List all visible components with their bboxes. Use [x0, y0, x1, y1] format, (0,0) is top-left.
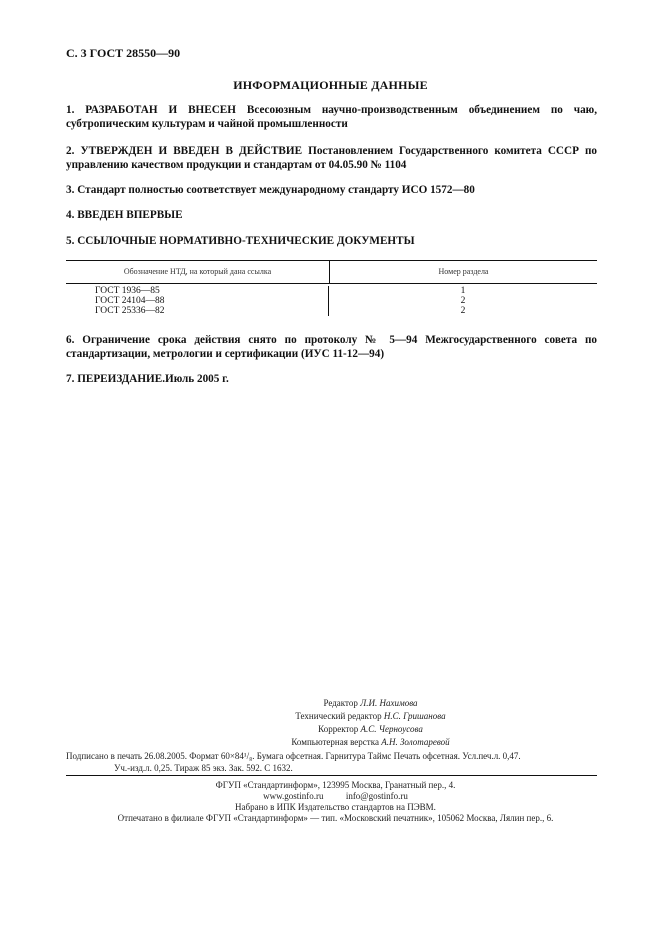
printed-note: Отпечатано в филиале ФГУП «Стандартинформ» — тип. «Московский печатник», 105062 Москва, Лялин пер., 6.	[117, 813, 554, 823]
item-number: 2.	[66, 145, 75, 157]
table-cell-section: 2	[460, 306, 466, 316]
item-number: 4.	[66, 209, 75, 221]
print-details-line-2: Уч.-изд.л. 0,25. Тираж 85 экз. Зак. 592. С 1632.	[114, 763, 293, 773]
page-header: С. 3 ГОСТ 28550—90	[66, 46, 181, 60]
credit-name: Л.И. Нахимова	[360, 698, 418, 708]
item-body: Ограничение срока действия снято по протоколу № 5—94 Межгосударственного совета по стандартизации, метрологии и сертификации (ИУС 11-12—94)	[66, 334, 598, 360]
item-number: 7.	[66, 373, 75, 385]
publisher-address: ФГУП «Стандартинформ», 123995 Москва, Гранатный пер., 4.	[215, 780, 456, 790]
publisher-footer	[0, 780, 661, 824]
credits-block	[0, 697, 661, 749]
info-item-3	[66, 183, 597, 197]
table-cell-section: 2	[460, 296, 466, 306]
references-table	[66, 260, 597, 316]
table-cell-doc: ГОСТ 25336—82	[66, 306, 329, 316]
info-item-5	[66, 234, 597, 248]
credit-role: Корректор	[318, 724, 359, 734]
table-row	[66, 284, 597, 296]
info-item-1	[66, 103, 597, 131]
item-number: 5.	[66, 235, 75, 247]
info-item-2	[66, 144, 597, 172]
credit-tech-editor	[0, 710, 661, 723]
table-header-section: Номер раздела	[438, 267, 489, 276]
publisher-contacts	[0, 791, 661, 802]
credit-name: А.С. Черноусова	[360, 724, 423, 734]
credit-role: Редактор	[323, 698, 358, 708]
credit-role: Компьютерная верстка	[291, 737, 379, 747]
table-cell-doc: ГОСТ 24104—88	[66, 296, 329, 306]
section-title: ИНФОРМАЦИОННЫЕ ДАННЫЕ	[233, 78, 428, 92]
credit-corrector	[0, 723, 661, 736]
footer-divider	[66, 775, 597, 776]
item-body: Стандарт полностью соответствует международному стандарту ИСО 1572—80	[77, 184, 475, 196]
item-number: 6.	[66, 334, 75, 346]
item-lead: РАЗРАБОТАН И ВНЕСЕН	[85, 104, 236, 116]
table-cell-doc: ГОСТ 1936—85	[66, 286, 329, 296]
credit-editor	[0, 697, 661, 710]
item-number: 1.	[66, 104, 75, 116]
item-lead: ВВЕДЕН ВПЕРВЫЕ	[77, 209, 183, 221]
item-body: Постановлением Государственного комитета СССР по управлению качеством продукции и стандартам от 04.05.90 № 1104	[66, 145, 598, 171]
table-row	[66, 296, 597, 306]
info-item-7	[66, 372, 597, 386]
print-details-line-1: Подписано в печать 26.08.2005. Формат 60×84¹/₈. Бумага офсетная. Гарнитура Таймс Печать офсетная. Усл.печ.л. 0,47.	[66, 751, 521, 761]
info-item-6	[66, 333, 597, 361]
item-lead: ПЕРЕИЗДАНИЕ.	[77, 373, 166, 385]
publisher-email[interactable]: info@gostinfo.ru	[345, 791, 408, 801]
credit-role: Технический редактор	[295, 711, 382, 721]
table-header	[66, 261, 597, 284]
publisher-website[interactable]: www.gostinfo.ru	[263, 791, 324, 801]
table-body	[66, 284, 597, 316]
credit-layout	[0, 736, 661, 749]
item-lead: УТВЕРЖДЕН И ВВЕДЕН В ДЕЙСТВИЕ	[80, 145, 303, 157]
item-lead: ССЫЛОЧНЫЕ НОРМАТИВНО-ТЕХНИЧЕСКИЕ ДОКУМЕНТЫ	[77, 235, 415, 247]
table-header-doc: Обозначение НТД, на который дана ссылка	[66, 261, 330, 283]
item-body: Всесоюзным научно-производственным объединением по чаю, субтропическим культурам и чайной промышленности	[66, 104, 598, 130]
item-number: 3.	[66, 184, 75, 196]
print-details	[66, 750, 597, 774]
table-cell-section: 1	[460, 286, 466, 296]
table-row	[66, 306, 597, 316]
credit-name: А.Н. Золотаревой	[381, 737, 450, 747]
info-item-4	[66, 208, 597, 222]
typeset-note: Набрано в ИПК Издательство стандартов на ПЭВМ.	[235, 802, 436, 812]
credit-name: Н.С. Гришанова	[383, 711, 446, 721]
item-body: Июль 2005 г.	[165, 373, 229, 385]
